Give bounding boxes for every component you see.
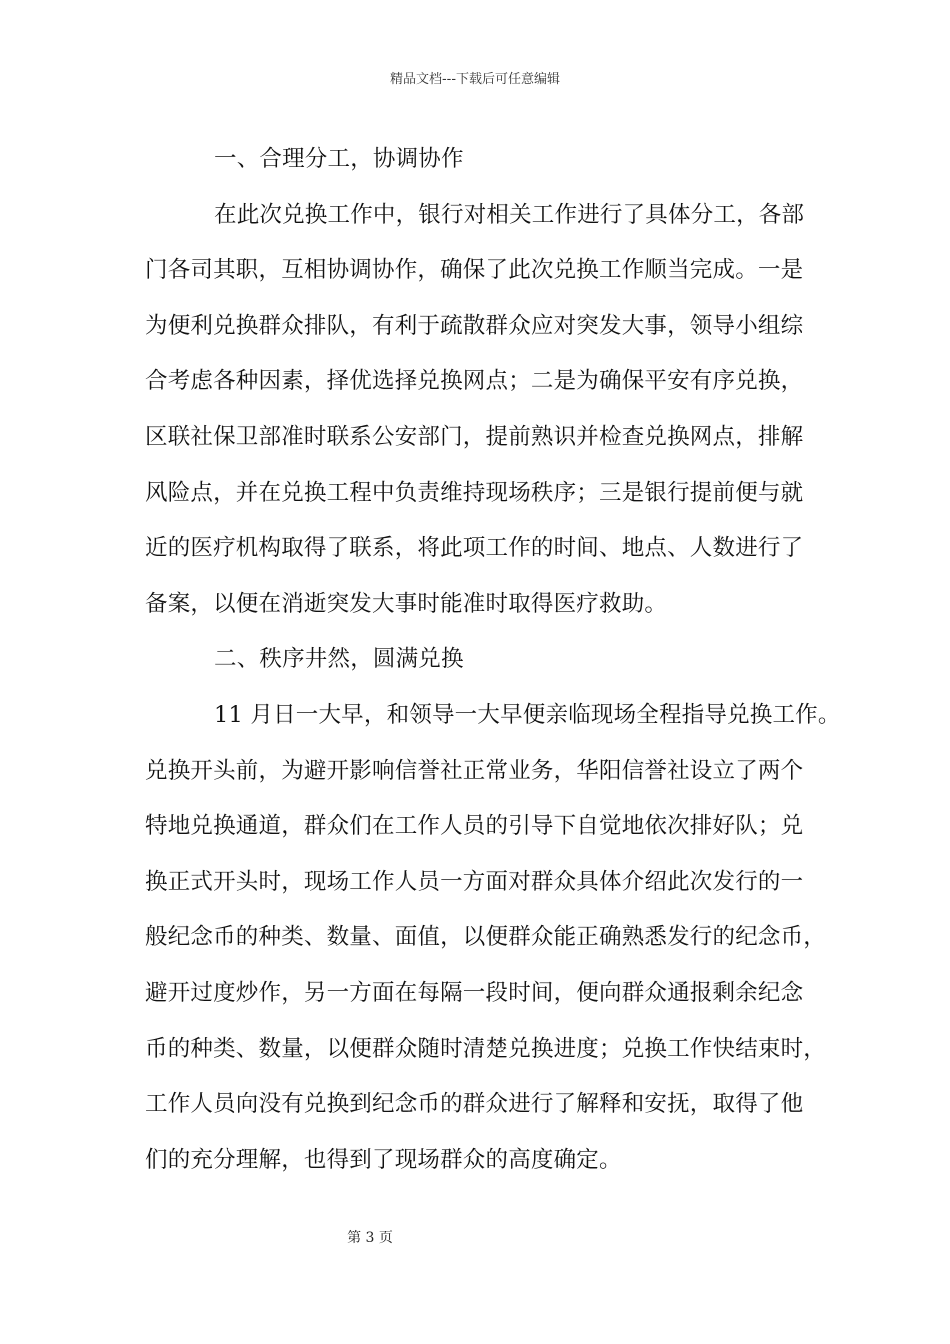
paragraph-line: 门各司其职，互相协调协作，确保了此次兑换工作顺当完成。一是: [145, 257, 804, 284]
paragraph-line: 般纪念币的种类、数量、面值，以便群众能正确熟悉发行的纪念币，: [145, 924, 827, 951]
page-number: 第 3 页: [347, 1230, 393, 1246]
paragraph-line: 在此次兑换工作中，银行对相关工作进行了具体分工，各部: [214, 201, 805, 228]
page-header: 精品文档---下载后可任意编辑: [389, 72, 561, 87]
paragraph-line: 工作人员向没有兑换到纪念币的群众进行了解释和安抚，取得了他: [145, 1091, 804, 1118]
paragraph-line: 们的充分理解，也得到了现场群众的高度确定。: [145, 1146, 622, 1173]
paragraph-line: 为便利兑换群众排队，有利于疏散群众应对突发大事，领导小组综: [145, 312, 804, 339]
paragraph-line: 兑换开头前，为避开影响信誉社正常业务，华阳信誉社设立了两个: [145, 757, 804, 784]
paragraph-line: 11 月日一大早，和领导一大早便亲临现场全程指导兑换工作。: [214, 701, 841, 728]
paragraph-line: 备案，以便在消逝突发大事时能准时取得医疗救助。: [145, 590, 668, 617]
paragraph-line: 风险点，并在兑换工程中负责维持现场秩序；三是银行提前便与就: [145, 479, 804, 506]
section-heading: 二、秩序井然，圆满兑换: [214, 646, 464, 673]
paragraph-line: 近的医疗机构取得了联系，将此项工作的时间、地点、人数进行了: [145, 535, 804, 562]
paragraph-line: 避开过度炒作，另一方面在每隔一段时间，便向群众通报剩余纪念: [145, 979, 804, 1006]
paragraph-line: 合考虑各种因素，择优选择兑换网点；二是为确保平安有序兑换，: [145, 368, 804, 395]
paragraph-line: 区联社保卫部准时联系公安部门，提前熟识并检查兑换网点，排解: [145, 423, 804, 450]
paragraph-line: 币的种类、数量，以便群众随时清楚兑换进度；兑换工作快结束时，: [145, 1035, 827, 1062]
paragraph-line: 换正式开头时，现场工作人员一方面对群众具体介绍此次发行的一: [145, 868, 804, 895]
paragraph-line: 特地兑换通道，群众们在工作人员的引导下自觉地依次排好队；兑: [145, 813, 804, 840]
section-heading: 一、合理分工，协调协作: [214, 146, 464, 172]
document-body: [145, 132, 841, 1188]
